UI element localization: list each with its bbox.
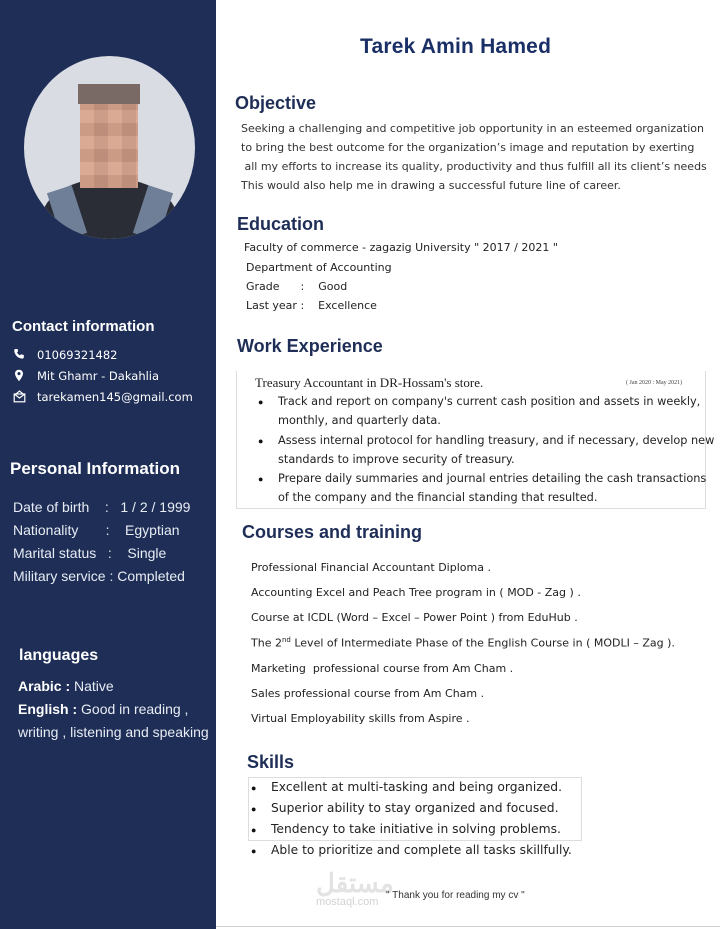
email-icon: [13, 390, 27, 404]
language-english-cont: writing , listening and speaking: [18, 724, 209, 740]
language-arabic: [18, 678, 114, 694]
language-english-label: English :: [18, 701, 78, 717]
language-english-level: Good in reading ,: [77, 701, 189, 717]
education-heading: Education: [237, 214, 325, 234]
language-english: [18, 701, 188, 717]
phone-icon: [13, 348, 27, 362]
education-line: Last year : Excellence: [246, 299, 377, 312]
course-item: Course at ICDL (Word – Excel – Power Point ) from EduHub .: [251, 611, 578, 624]
objective-line: all my efforts to increase its quality, productivity and thus fulfill all its client’s needs: [241, 160, 707, 173]
experience-item: monthly, and quarterly data.: [278, 414, 441, 427]
sidebar: [0, 0, 216, 929]
bullet: ●: [251, 783, 257, 793]
watermark-url: mostaql.com: [316, 896, 379, 908]
bullet: ●: [258, 474, 264, 484]
skills-heading: Skills: [247, 752, 295, 772]
skill-item: Superior ability to stay organized and focused.: [271, 801, 559, 815]
contact-location: [13, 369, 159, 383]
bullet: ●: [258, 436, 264, 446]
objective-line: This would also help me in drawing a successful future line of career.: [241, 179, 621, 192]
contact-phone: [13, 348, 117, 362]
bottom-divider: [216, 926, 720, 927]
objective-heading: Objective: [235, 93, 317, 113]
objective-line: to bring the best outcome for the organization’s image and reputation by exerting: [241, 141, 695, 154]
course-english-post: Level of Intermediate Phase of the English Course in ( MODLI – Zag ).: [290, 636, 675, 650]
education-line: Grade : Good: [246, 280, 348, 293]
course-item: Marketing professional course from Am Cham .: [251, 662, 514, 675]
bullet: ●: [258, 397, 264, 407]
work-experience-heading: Work Experience: [237, 336, 383, 356]
marital-status: Marital status : Single: [13, 545, 167, 561]
courses-heading: Courses and training: [242, 522, 423, 542]
job-title: Treasury Accountant in DR-Hossam's store.: [255, 375, 484, 390]
course-item: Virtual Employability skills from Aspire .: [251, 712, 470, 725]
profile-photo: [24, 56, 195, 239]
objective-line: Seeking a challenging and competitive job opportunity in an esteemed organization: [241, 122, 704, 135]
course-item-english: [251, 636, 675, 650]
thanks-note: " Thank you for reading my cv ": [386, 890, 525, 901]
location-pin-icon: [13, 369, 27, 383]
page-title: Tarek Amin Hamed: [360, 35, 552, 58]
experience-item: Prepare daily summaries and journal entries detailing the cash transactions: [278, 472, 707, 485]
course-item: Sales professional course from Am Cham .: [251, 687, 485, 700]
watermark-logo: مستقل: [316, 868, 394, 898]
skill-item: Able to prioritize and complete all tasks skillfully.: [271, 843, 572, 857]
language-arabic-label: Arabic :: [18, 678, 71, 694]
experience-item: Assess internal protocol for handling treasury, and if necessary, develop new: [278, 434, 715, 447]
contact-email: [13, 390, 193, 404]
course-item: Accounting Excel and Peach Tree program in ( MOD - Zag ) .: [251, 586, 581, 599]
military-service: Military service : Completed: [13, 568, 185, 584]
education-line: Faculty of commerce - zagazig University " 2017 / 2021 ": [244, 241, 558, 254]
contact-heading: Contact information: [12, 318, 155, 335]
course-item: Professional Financial Accountant Diploma .: [251, 561, 491, 574]
skill-item: Excellent at multi-tasking and being organized.: [271, 780, 563, 794]
date-of-birth: Date of birth : 1 / 2 / 1999: [13, 499, 191, 515]
experience-item: of the company and the financial standing that resulted.: [278, 491, 598, 504]
experience-item: Track and report on company's current cash position and assets in weekly,: [278, 395, 701, 408]
personal-info-heading: Personal Information: [10, 459, 181, 478]
course-english-pre: The 2: [251, 636, 282, 650]
bullet: ●: [251, 846, 257, 856]
skill-item: Tendency to take initiative in solving problems.: [271, 822, 561, 836]
education-line: Department of Accounting: [246, 261, 392, 274]
course-english-sup: nd: [281, 636, 291, 644]
experience-item: standards to improve security of treasury.: [278, 453, 515, 466]
job-date: ( Jan 2020 : May 2021): [626, 380, 683, 386]
bullet: ●: [251, 825, 257, 835]
bullet: ●: [251, 804, 257, 814]
contact-phone-text: 01069321482: [37, 348, 118, 362]
contact-email-text[interactable]: tarekamen145@gmail.com: [37, 390, 193, 404]
languages-heading: languages: [19, 647, 99, 664]
language-arabic-level: Native: [70, 678, 114, 694]
nationality: Nationality : Egyptian: [13, 522, 180, 538]
contact-location-text: Mit Ghamr - Dakahlia: [37, 369, 160, 383]
